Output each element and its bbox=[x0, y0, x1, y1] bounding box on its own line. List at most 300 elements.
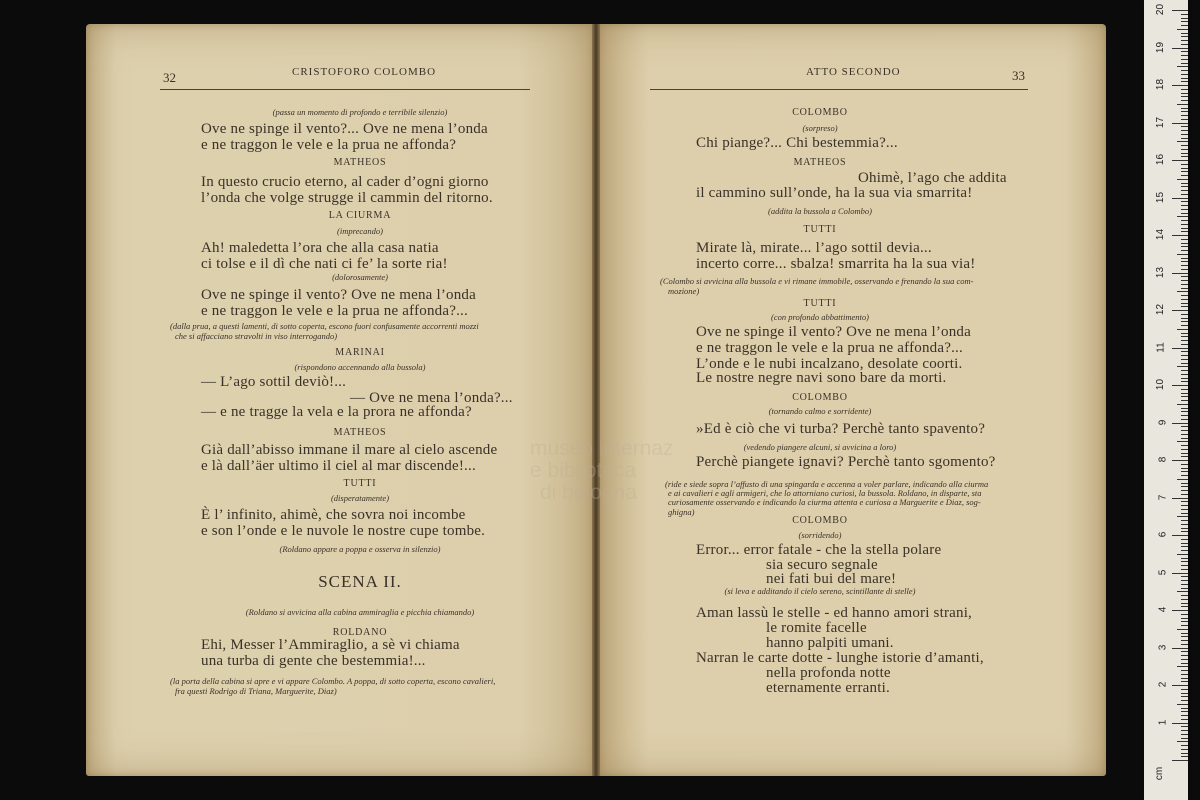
ruler-tick bbox=[1181, 318, 1188, 319]
ruler-tick bbox=[1181, 74, 1188, 75]
ruler-tick bbox=[1172, 348, 1188, 349]
ruler-number: 3 bbox=[1157, 644, 1169, 650]
verse-line: il cammino sull’onde, ha la sua via smarrita! bbox=[696, 185, 973, 201]
ruler-tick bbox=[1177, 704, 1188, 705]
ruler-tick bbox=[1181, 93, 1188, 94]
ruler-tick bbox=[1177, 479, 1188, 480]
stage-direction: (Roldano si avvicina alla cabina ammiraglia e picchia chiamando) bbox=[245, 607, 475, 617]
ruler-tick bbox=[1181, 171, 1188, 172]
ruler-tick bbox=[1181, 96, 1188, 97]
ruler-tick bbox=[1181, 355, 1188, 356]
ruler-number: 20 bbox=[1154, 3, 1166, 16]
verse-line: e son l’onde e le nuvole le nostre cupe tombe. bbox=[201, 523, 486, 539]
ruler-number: 16 bbox=[1154, 153, 1166, 166]
verse-line: incerto corre... sbalza! smarrita ha la sua via! bbox=[696, 256, 976, 272]
ruler-tick bbox=[1177, 254, 1188, 255]
ruler-tick bbox=[1181, 674, 1188, 675]
ruler-tick bbox=[1181, 625, 1188, 626]
ruler-tick bbox=[1177, 591, 1188, 592]
ruler-number: 2 bbox=[1157, 681, 1169, 688]
ruler-tick bbox=[1181, 149, 1188, 150]
stage-direction: (con profondo abbattimento) bbox=[771, 312, 869, 322]
ruler-number: 12 bbox=[1154, 303, 1166, 316]
ruler-tick bbox=[1181, 588, 1188, 589]
ruler-tick bbox=[1181, 726, 1188, 727]
verse-line: hanno palpiti umani. bbox=[766, 635, 894, 651]
ruler-tick bbox=[1181, 408, 1188, 409]
page-number-left: 32 bbox=[163, 70, 176, 85]
ruler-tick bbox=[1181, 303, 1188, 304]
watermark-line: e biblioteca bbox=[530, 459, 637, 482]
ruler-tick bbox=[1181, 509, 1188, 510]
verse-line: L’onde e le nubi incalzano, desolate coorti. bbox=[696, 356, 963, 372]
ruler-tick bbox=[1177, 291, 1188, 292]
ruler-tick bbox=[1177, 666, 1188, 667]
verse-line: sia securo segnale bbox=[766, 557, 878, 573]
stage-direction: (rispondono accennando alla bussola) bbox=[294, 362, 426, 372]
ruler-tick bbox=[1172, 648, 1188, 649]
ruler-tick bbox=[1177, 179, 1188, 180]
ruler-tick bbox=[1181, 280, 1188, 281]
ruler-tick bbox=[1181, 370, 1188, 371]
ruler-tick bbox=[1181, 411, 1188, 412]
ruler-tick bbox=[1181, 561, 1188, 562]
ruler-tick bbox=[1181, 659, 1188, 660]
stage-direction: mozione) bbox=[668, 286, 700, 296]
ruler-tick bbox=[1181, 546, 1188, 547]
stage-direction: (Colombo si avvicina alla bussola e vi rimane immobile, osservando e frenando la sua com- bbox=[660, 276, 974, 286]
ruler-number: 8 bbox=[1157, 456, 1169, 463]
ruler-tick bbox=[1181, 520, 1188, 521]
ruler-number: 9 bbox=[1157, 419, 1169, 425]
verse-line: l’onda che volge strugge il cammin del ritorno. bbox=[201, 190, 493, 206]
ruler-tick bbox=[1181, 655, 1188, 656]
stage-direction: (imprecando) bbox=[337, 226, 383, 236]
ruler-tick bbox=[1177, 741, 1188, 742]
ruler-tick bbox=[1181, 33, 1188, 34]
verse-line: e ne traggon le vele e la prua ne affonda?... bbox=[696, 340, 963, 356]
ruler-tick bbox=[1181, 584, 1188, 585]
ruler-tick bbox=[1181, 539, 1188, 540]
ruler-tick bbox=[1172, 610, 1188, 611]
ruler-tick bbox=[1181, 599, 1188, 600]
ruler-tick bbox=[1181, 269, 1188, 270]
stage-direction: (si leva e additando il cielo sereno, scintillante di stelle) bbox=[724, 586, 916, 596]
speaker-name: MATHEOS bbox=[793, 157, 847, 168]
ruler-tick bbox=[1181, 108, 1188, 109]
ruler-tick bbox=[1181, 288, 1188, 289]
ruler-tick bbox=[1172, 498, 1188, 499]
ruler-tick bbox=[1181, 351, 1188, 352]
watermark-line: di bologna bbox=[540, 481, 637, 504]
ruler-tick bbox=[1181, 651, 1188, 652]
ruler-tick bbox=[1181, 213, 1188, 214]
verse-line: — e ne tragge la vela e la prora ne affonda? bbox=[201, 404, 472, 420]
ruler-tick bbox=[1181, 400, 1188, 401]
ruler-number: 18 bbox=[1154, 78, 1166, 91]
speaker-name: TUTTI bbox=[803, 298, 837, 309]
ruler-tick bbox=[1181, 621, 1188, 622]
ruler-tick bbox=[1181, 100, 1188, 101]
ruler-tick bbox=[1181, 696, 1188, 697]
ruler-tick bbox=[1181, 614, 1188, 615]
ruler-tick bbox=[1172, 723, 1188, 724]
ruler-tick bbox=[1181, 576, 1188, 577]
ruler-tick bbox=[1181, 378, 1188, 379]
verse-line: In questo crucio eterno, al cader d’ogni giorno bbox=[201, 174, 489, 190]
ruler-tick bbox=[1181, 224, 1188, 225]
ruler-number: 10 bbox=[1154, 378, 1166, 391]
stage-direction: ghigna) bbox=[668, 507, 695, 517]
ruler-tick bbox=[1181, 734, 1188, 735]
ruler-tick bbox=[1181, 175, 1188, 176]
ruler-number: 13 bbox=[1154, 266, 1166, 278]
ruler-tick bbox=[1181, 745, 1188, 746]
verse-line: le romite facelle bbox=[766, 620, 867, 636]
ruler-tick bbox=[1181, 321, 1188, 322]
speaker-name: COLOMBO bbox=[792, 392, 848, 403]
ruler-tick bbox=[1181, 700, 1188, 701]
ruler-tick bbox=[1181, 59, 1188, 60]
ruler-tick bbox=[1181, 205, 1188, 206]
ruler-tick bbox=[1181, 456, 1188, 457]
ruler-tick bbox=[1181, 228, 1188, 229]
ruler-tick bbox=[1181, 115, 1188, 116]
ruler-tick bbox=[1177, 141, 1188, 142]
ruler-tick bbox=[1181, 569, 1188, 570]
ruler-tick bbox=[1181, 738, 1188, 739]
ruler-tick bbox=[1181, 63, 1188, 64]
speaker-name: MARINAI bbox=[335, 347, 385, 358]
ruler-tick bbox=[1181, 363, 1188, 364]
speaker-name: MATHEOS bbox=[333, 157, 387, 168]
ruler-tick bbox=[1181, 284, 1188, 285]
ruler-tick bbox=[1181, 580, 1188, 581]
ruler-tick bbox=[1181, 438, 1188, 439]
header-rule-left bbox=[160, 89, 530, 90]
ruler-tick bbox=[1181, 689, 1188, 690]
ruler-tick bbox=[1181, 190, 1188, 191]
ruler-tick bbox=[1181, 246, 1188, 247]
ruler-tick bbox=[1181, 453, 1188, 454]
speaker-name: TUTTI bbox=[803, 224, 837, 235]
ruler-tick bbox=[1181, 231, 1188, 232]
ruler-tick bbox=[1172, 198, 1188, 199]
ruler-tick bbox=[1172, 160, 1188, 161]
ruler-tick bbox=[1181, 186, 1188, 187]
ruler-tick bbox=[1181, 393, 1188, 394]
ruler-tick bbox=[1181, 678, 1188, 679]
page-number-right: 33 bbox=[1012, 68, 1025, 83]
ruler-tick bbox=[1181, 314, 1188, 315]
ruler-tick bbox=[1181, 715, 1188, 716]
ruler-tick bbox=[1181, 336, 1188, 337]
ruler-tick bbox=[1181, 543, 1188, 544]
ruler-tick bbox=[1181, 276, 1188, 277]
ruler-tick bbox=[1181, 381, 1188, 382]
stage-direction: (tornando calmo e sorridente) bbox=[768, 406, 872, 416]
ruler-tick bbox=[1181, 419, 1188, 420]
verse-line: Error... error fatale - che la stella polare bbox=[696, 542, 942, 558]
ruler-tick bbox=[1181, 606, 1188, 607]
ruler-tick bbox=[1177, 216, 1188, 217]
stage-direction: (addita la bussola a Colombo) bbox=[768, 206, 872, 216]
ruler-tick bbox=[1172, 685, 1188, 686]
speaker-name: COLOMBO bbox=[792, 107, 848, 118]
ruler-tick bbox=[1181, 468, 1188, 469]
ruler-tick bbox=[1181, 14, 1188, 15]
verse-line: Ove ne spinge il vento? Ove ne mena l’onda bbox=[201, 287, 476, 303]
ruler-tick bbox=[1181, 81, 1188, 82]
ruler-tick bbox=[1181, 513, 1188, 514]
stage-direction: (vedendo piangere alcuni, si avvicina a loro) bbox=[743, 442, 897, 452]
ruler-tick bbox=[1181, 711, 1188, 712]
ruler-tick bbox=[1181, 134, 1188, 135]
ruler-number: 15 bbox=[1154, 191, 1166, 203]
watermark-line: museo internaz bbox=[530, 437, 674, 460]
verse-line: Chi piange?... Chi bestemmia?... bbox=[696, 135, 898, 151]
verse-line: Ove ne spinge il vento?... Ove ne mena l’onda bbox=[201, 121, 488, 137]
ruler-number: 11 bbox=[1155, 341, 1167, 353]
ruler-tick bbox=[1172, 235, 1188, 236]
ruler-tick bbox=[1181, 243, 1188, 244]
ruler-tick bbox=[1181, 464, 1188, 465]
book-gutter bbox=[592, 24, 600, 776]
ruler-tick bbox=[1181, 89, 1188, 90]
ruler-tick bbox=[1181, 753, 1188, 754]
stage-direction: (ride e siede sopra l’affusto di una spingarda e accenna a voler parlare, indicando alla ciurma bbox=[665, 479, 989, 489]
ruler-number: 14 bbox=[1154, 228, 1166, 241]
running-head-left: CRISTOFORO COLOMBO bbox=[292, 66, 437, 78]
verse-line: È l’ infinito, ahimè, che sovra noi incombe bbox=[201, 507, 466, 523]
stage-direction: (sorridendo) bbox=[798, 530, 842, 540]
ruler-tick bbox=[1181, 126, 1188, 127]
ruler-tick bbox=[1172, 48, 1188, 49]
ruler-tick bbox=[1181, 299, 1188, 300]
verse-line: e ne traggon le vele e la prua ne affonda?... bbox=[201, 303, 468, 319]
ruler-tick bbox=[1181, 25, 1188, 26]
ruler-tick bbox=[1172, 535, 1188, 536]
ruler-tick bbox=[1181, 633, 1188, 634]
ruler-tick bbox=[1181, 708, 1188, 709]
ruler-tick bbox=[1177, 66, 1188, 67]
ruler-tick bbox=[1172, 85, 1188, 86]
stage-direction: e ai cavalieri e agli armigeri, che lo attorniano curiosi, la bussola. Roldano, in disparte, sta bbox=[668, 488, 982, 498]
ruler-tick bbox=[1177, 516, 1188, 517]
ruler-tick bbox=[1181, 70, 1188, 71]
ruler-tick bbox=[1172, 573, 1188, 574]
ruler-tick bbox=[1181, 415, 1188, 416]
ruler-tick bbox=[1181, 36, 1188, 37]
stage-direction: (sorpreso) bbox=[802, 123, 838, 133]
ruler-tick bbox=[1181, 44, 1188, 45]
ruler-tick bbox=[1181, 636, 1188, 637]
ruler-tick bbox=[1181, 603, 1188, 604]
ruler-tick bbox=[1181, 138, 1188, 139]
ruler-tick bbox=[1181, 40, 1188, 41]
ruler-tick bbox=[1181, 168, 1188, 169]
ruler-tick bbox=[1181, 640, 1188, 641]
ruler-tick bbox=[1181, 693, 1188, 694]
ruler-tick bbox=[1181, 201, 1188, 202]
ruler-tick bbox=[1177, 29, 1188, 30]
ruler-number: 5 bbox=[1157, 569, 1169, 575]
ruler-tick bbox=[1181, 78, 1188, 79]
ruler-number: 6 bbox=[1157, 531, 1169, 538]
stage-direction: (Roldano appare a poppa e osserva in silenzio) bbox=[279, 544, 441, 554]
scene-heading: SCENA II. bbox=[318, 572, 402, 591]
ruler-tick bbox=[1181, 261, 1188, 262]
header-rule-right bbox=[650, 89, 1028, 90]
ruler-tick bbox=[1172, 310, 1188, 311]
ruler-tick bbox=[1181, 749, 1188, 750]
ruler-tick bbox=[1177, 404, 1188, 405]
ruler-tick bbox=[1181, 306, 1188, 307]
ruler-tick bbox=[1181, 558, 1188, 559]
ruler-tick bbox=[1181, 531, 1188, 532]
ruler-number: 17 bbox=[1154, 116, 1166, 128]
ruler-tick bbox=[1181, 145, 1188, 146]
ruler-tick bbox=[1181, 471, 1188, 472]
stage-direction: (disperatamente) bbox=[330, 493, 390, 503]
ruler-tick bbox=[1181, 119, 1188, 120]
ruler-tick bbox=[1181, 644, 1188, 645]
verse-line: eternamente erranti. bbox=[766, 680, 890, 696]
ruler-tick bbox=[1181, 265, 1188, 266]
speaker-name: ROLDANO bbox=[332, 627, 388, 638]
stage-direction: (dalla prua, a questi lamenti, di sotto coperta, escono fuori confusamente accorrenti mozzi bbox=[170, 321, 479, 331]
ruler-tick bbox=[1181, 550, 1188, 551]
ruler-tick bbox=[1177, 366, 1188, 367]
verse-line: Aman lassù le stelle - ed hanno amori strani, bbox=[696, 605, 973, 621]
ruler-tick bbox=[1181, 501, 1188, 502]
speaker-name: MATHEOS bbox=[333, 427, 387, 438]
speaker-name: LA CIURMA bbox=[328, 210, 392, 221]
ruler-tick bbox=[1181, 663, 1188, 664]
ruler-tick bbox=[1181, 209, 1188, 210]
ruler-tick bbox=[1181, 595, 1188, 596]
verse-line: una turba di gente che bestemmia!... bbox=[201, 653, 426, 669]
ruler-tick bbox=[1177, 104, 1188, 105]
ruler-tick bbox=[1172, 385, 1188, 386]
ruler-tick bbox=[1181, 445, 1188, 446]
ruler-tick bbox=[1181, 220, 1188, 221]
verse-line: Già dall’abisso immane il mare al cielo ascende bbox=[201, 442, 498, 458]
verse-line: Ehi, Messer l’Ammiraglio, a sè vi chiama bbox=[201, 637, 460, 653]
ruler-tick bbox=[1172, 10, 1188, 11]
ruler-tick bbox=[1181, 344, 1188, 345]
ruler-tick bbox=[1181, 295, 1188, 296]
ruler-tick bbox=[1172, 273, 1188, 274]
ruler-tick bbox=[1181, 475, 1188, 476]
ruler-tick bbox=[1177, 629, 1188, 630]
ruler-tick bbox=[1181, 164, 1188, 165]
ruler-number: 1 bbox=[1157, 719, 1169, 725]
stage-direction: (passa un momento di profondo e terribile silenzio) bbox=[272, 107, 448, 117]
library-watermark bbox=[530, 438, 674, 504]
ruler-tick bbox=[1181, 426, 1188, 427]
measuring-ruler bbox=[1144, 0, 1188, 800]
ruler-tick bbox=[1181, 111, 1188, 112]
ruler-tick bbox=[1172, 123, 1188, 124]
ruler-tick bbox=[1181, 250, 1188, 251]
verse-line: nella profonda notte bbox=[766, 665, 891, 681]
ruler-tick bbox=[1177, 441, 1188, 442]
ruler-tick bbox=[1181, 18, 1188, 19]
ruler-tick bbox=[1181, 156, 1188, 157]
ruler-tick bbox=[1181, 389, 1188, 390]
ruler-tick bbox=[1177, 329, 1188, 330]
ruler-tick bbox=[1181, 670, 1188, 671]
verse-line: Perchè piangete ignavi? Perchè tanto sgomento? bbox=[696, 454, 996, 470]
ruler-tick bbox=[1181, 51, 1188, 52]
ruler-number: 4 bbox=[1157, 606, 1169, 613]
ruler-number: 7 bbox=[1157, 494, 1169, 500]
stage-direction: (la porta della cabina si apre e vi appare Colombo. A poppa, di sotto coperta, escono cavalieri, bbox=[170, 676, 496, 686]
ruler-tick bbox=[1181, 183, 1188, 184]
ruler-tick bbox=[1181, 258, 1188, 259]
ruler-tick bbox=[1181, 325, 1188, 326]
ruler-tick bbox=[1181, 239, 1188, 240]
stage-direction: (dolorosamente) bbox=[332, 272, 388, 282]
verse-line: ci tolse e il dì che nati ci fe’ la sorte ria! bbox=[201, 256, 448, 272]
ruler-tick bbox=[1172, 460, 1188, 461]
ruler-tick bbox=[1181, 528, 1188, 529]
ruler-tick bbox=[1181, 565, 1188, 566]
verse-line: Ohimè, l’ago che addita bbox=[858, 170, 1007, 186]
ruler-tick bbox=[1181, 434, 1188, 435]
ruler-tick bbox=[1181, 194, 1188, 195]
ruler-tick bbox=[1181, 490, 1188, 491]
stage-direction: fra questi Rodrigo di Triana, Marguerite, Diaz) bbox=[175, 686, 337, 696]
ruler-tick bbox=[1181, 730, 1188, 731]
ruler-tick bbox=[1181, 756, 1188, 757]
ruler-tick bbox=[1181, 486, 1188, 487]
verse-line: Le nostre negre navi sono bare da morti. bbox=[696, 370, 947, 386]
speaker-name: COLOMBO bbox=[792, 515, 848, 526]
verse-line: Narran le carte dotte - lunghe istorie d’amanti, bbox=[696, 650, 984, 666]
speaker-name: TUTTI bbox=[343, 478, 377, 489]
verse-line: — Ove ne mena l’onda?... bbox=[350, 390, 513, 406]
ruler-tick bbox=[1172, 423, 1188, 424]
verse-line: — L’ago sottil deviò!... bbox=[201, 374, 347, 390]
ruler-tick bbox=[1181, 483, 1188, 484]
ruler-tick bbox=[1181, 130, 1188, 131]
ruler-tick bbox=[1181, 719, 1188, 720]
ruler-unit-label: cm bbox=[1153, 766, 1165, 781]
ruler-tick bbox=[1181, 618, 1188, 619]
stage-direction: che si affacciano stravolti in viso interrogando) bbox=[175, 331, 338, 341]
ruler-tick bbox=[1181, 430, 1188, 431]
verse-line: »Ed è ciò che vi turba? Perchè tanto spavento? bbox=[696, 421, 986, 437]
verse-line: Ove ne spinge il vento? Ove ne mena l’onda bbox=[696, 324, 971, 340]
ruler-tick bbox=[1181, 153, 1188, 154]
verse-line: Ah! maledetta l’ora che alla casa natia bbox=[201, 240, 439, 256]
ruler-tick bbox=[1181, 681, 1188, 682]
ruler-tick bbox=[1181, 340, 1188, 341]
ruler-tick bbox=[1181, 449, 1188, 450]
ruler-tick bbox=[1181, 55, 1188, 56]
ruler-tick bbox=[1181, 524, 1188, 525]
ruler-tick bbox=[1181, 494, 1188, 495]
ruler-tick bbox=[1181, 505, 1188, 506]
verse-line: e ne traggon le vele e la prua ne affonda? bbox=[201, 137, 457, 153]
verse-line: nei fati bui del mare! bbox=[766, 571, 897, 587]
ruler-tick bbox=[1181, 21, 1188, 22]
ruler-tick bbox=[1181, 333, 1188, 334]
ruler-tick bbox=[1181, 396, 1188, 397]
ruler-tick bbox=[1181, 374, 1188, 375]
